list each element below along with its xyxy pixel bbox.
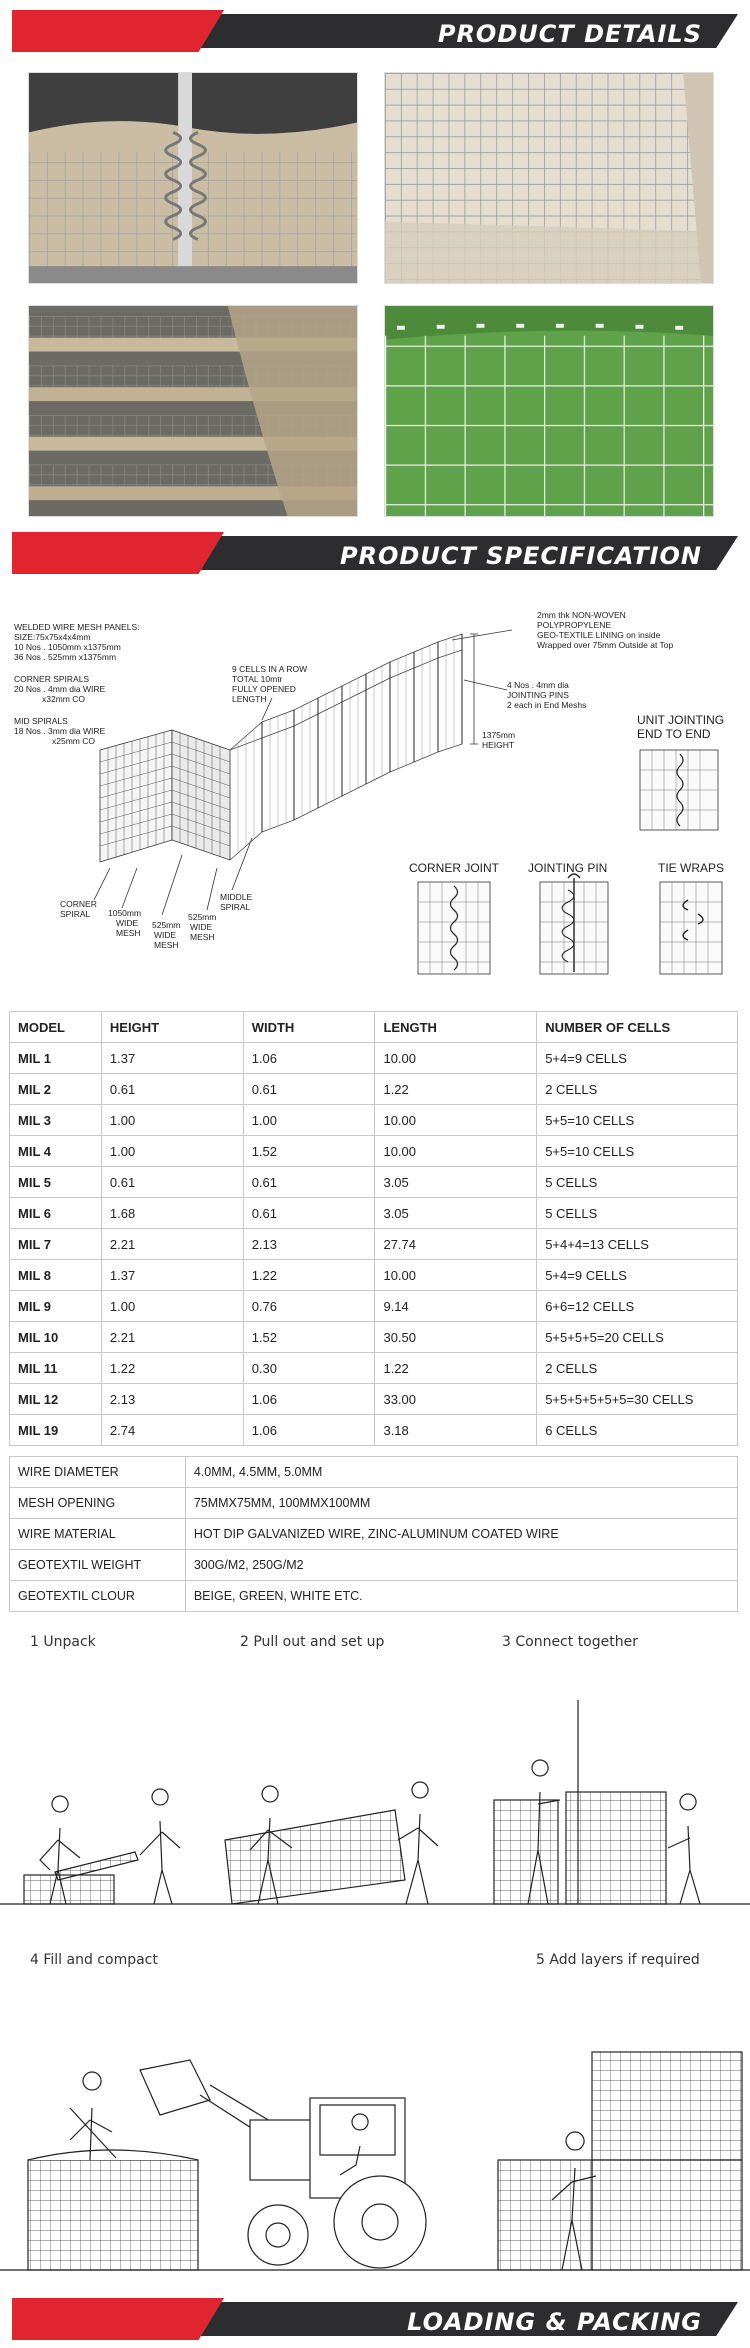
materials-table [9, 1456, 738, 1612]
cell-cells: 5+5+5+5+5+5=30 CELLS [537, 1384, 738, 1415]
cell-model: MIL 6 [10, 1198, 102, 1229]
corner-joint-detail [409, 861, 500, 974]
spec-geotextile-note [537, 610, 674, 650]
svg-text:525mm: 525mm [152, 920, 181, 930]
cell-height: 2.13 [101, 1384, 243, 1415]
svg-text:2 each in End Meshs: 2 each in End Meshs [507, 700, 587, 710]
svg-text:x32mm CO: x32mm CO [42, 694, 85, 704]
spec-value: 4.0MM, 4.5MM, 5.0MM [185, 1457, 737, 1488]
cell-length: 1.22 [375, 1353, 537, 1384]
spec-value: 75MMX75MM, 100MMX100MM [185, 1488, 737, 1519]
cell-height: 1.00 [101, 1136, 243, 1167]
svg-text:9 CELLS IN A ROW: 9 CELLS IN A ROW [232, 664, 308, 674]
spec-left-notes [14, 622, 139, 746]
cell-cells: 2 CELLS [537, 1074, 738, 1105]
header-width: WIDTH [243, 1012, 375, 1043]
table-row [10, 1291, 738, 1322]
spec-label: GEOTEXTIL CLOUR [10, 1581, 186, 1612]
banner-title: PRODUCT SPECIFICATION [339, 542, 702, 570]
cell-height: 1.37 [101, 1043, 243, 1074]
spec-label: WIRE DIAMETER [10, 1457, 186, 1488]
cell-height: 0.61 [101, 1167, 243, 1198]
cell-width: 1.06 [243, 1384, 375, 1415]
cell-height: 2.21 [101, 1322, 243, 1353]
table-row [10, 1322, 738, 1353]
svg-text:18 Nos . 3mm dia WIRE: 18 Nos . 3mm dia WIRE [14, 726, 106, 736]
cell-model: MIL 12 [10, 1384, 102, 1415]
table-row [10, 1198, 738, 1229]
svg-text:Wrapped over 75mm Outside at T: Wrapped over 75mm Outside at Top [537, 640, 674, 650]
svg-text:4 Nos . 4mm dia: 4 Nos . 4mm dia [507, 680, 569, 690]
cell-cells: 2 CELLS [537, 1353, 738, 1384]
cell-width: 0.30 [243, 1353, 375, 1384]
unit-jointing-detail [637, 713, 724, 830]
step-pull-out: 2 Pull out and set up [240, 1634, 385, 1650]
svg-text:FULLY OPENED: FULLY OPENED [232, 684, 296, 694]
cell-model: MIL 19 [10, 1415, 102, 1446]
table-row [10, 1353, 738, 1384]
svg-text:MESH: MESH [116, 928, 141, 938]
svg-text:CORNER SPIRALS: CORNER SPIRALS [14, 674, 90, 684]
header-length: LENGTH [375, 1012, 537, 1043]
step-fill-compact: 4 Fill and compact [30, 1952, 158, 1968]
cell-height: 2.74 [101, 1415, 243, 1446]
svg-text:MIDDLE: MIDDLE [220, 892, 253, 902]
cell-cells: 5+4=9 CELLS [537, 1260, 738, 1291]
table-row [10, 1581, 738, 1612]
cell-cells: 6+6=12 CELLS [537, 1291, 738, 1322]
cell-width: 1.52 [243, 1136, 375, 1167]
svg-text:JOINTING PINS: JOINTING PINS [507, 690, 569, 700]
cell-length: 3.05 [375, 1167, 537, 1198]
table-row [10, 1043, 738, 1074]
cell-cells: 5+5=10 CELLS [537, 1136, 738, 1167]
jointing-pin-detail [528, 861, 608, 974]
cell-model: MIL 10 [10, 1322, 102, 1353]
svg-text:1375mm: 1375mm [482, 730, 516, 740]
svg-text:END TO END: END TO END [637, 727, 711, 741]
step-connect: 3 Connect together [502, 1634, 638, 1650]
spec-label: WIRE MATERIAL [10, 1519, 186, 1550]
cell-model: MIL 4 [10, 1136, 102, 1167]
svg-text:x25mm CO: x25mm CO [52, 736, 95, 746]
cell-length: 9.14 [375, 1291, 537, 1322]
table-row [10, 1167, 738, 1198]
cell-cells: 5 CELLS [537, 1167, 738, 1198]
banner-loading-packing [12, 2298, 738, 2340]
svg-text:WELDED WIRE MESH PANELS:: WELDED WIRE MESH PANELS: [14, 622, 140, 632]
cell-cells: 5 CELLS [537, 1198, 738, 1229]
banner-accent [12, 532, 224, 574]
cell-width: 0.76 [243, 1291, 375, 1322]
cell-height: 0.61 [101, 1074, 243, 1105]
cell-cells: 5+4+4=13 CELLS [537, 1229, 738, 1260]
table-row [10, 1136, 738, 1167]
cell-width: 1.52 [243, 1322, 375, 1353]
cell-model: MIL 3 [10, 1105, 102, 1136]
cell-height: 2.21 [101, 1229, 243, 1260]
table-row [10, 1457, 738, 1488]
spec-label: GEOTEXTIL WEIGHT [10, 1550, 186, 1581]
svg-text:CORNER JOINT: CORNER JOINT [409, 861, 499, 875]
cell-width: 1.06 [243, 1415, 375, 1446]
svg-text:36 Nos . 525mm x1375mm: 36 Nos . 525mm x1375mm [14, 652, 117, 662]
photo-mesh-green [384, 305, 714, 517]
svg-text:2mm thk NON-WOVEN: 2mm thk NON-WOVEN [537, 610, 626, 620]
cell-model: MIL 9 [10, 1291, 102, 1322]
spec-pins-note [507, 680, 586, 710]
table-row [10, 1550, 738, 1581]
spec-bottom-labels [60, 892, 252, 950]
spec-value: BEIGE, GREEN, WHITE ETC. [185, 1581, 737, 1612]
spec-value: HOT DIP GALVANIZED WIRE, ZINC-ALUMINUM COATED WIRE [185, 1519, 737, 1550]
cell-cells: 5+5=10 CELLS [537, 1105, 738, 1136]
header-height: HEIGHT [101, 1012, 243, 1043]
table-row [10, 1074, 738, 1105]
cell-length: 3.18 [375, 1415, 537, 1446]
cell-model: MIL 8 [10, 1260, 102, 1291]
banner-product-details [12, 10, 738, 52]
svg-text:10 Nos . 1050mm x1375mm: 10 Nos . 1050mm x1375mm [14, 642, 121, 652]
cell-height: 1.22 [101, 1353, 243, 1384]
svg-text:POLYPROPYLENE: POLYPROPYLENE [537, 620, 612, 630]
banner-product-specification [12, 532, 738, 574]
svg-text:TOTAL 10mtr: TOTAL 10mtr [232, 674, 283, 684]
table-row [10, 1415, 738, 1446]
svg-text:SPIRAL: SPIRAL [220, 902, 251, 912]
header-cells: NUMBER OF CELLS [537, 1012, 738, 1043]
cell-width: 1.00 [243, 1105, 375, 1136]
table-header-row [10, 1012, 738, 1043]
cell-length: 30.50 [375, 1322, 537, 1353]
cell-width: 0.61 [243, 1198, 375, 1229]
cell-model: MIL 11 [10, 1353, 102, 1384]
svg-text:LENGTH: LENGTH [232, 694, 267, 704]
cell-model: MIL 1 [10, 1043, 102, 1074]
cell-length: 33.00 [375, 1384, 537, 1415]
svg-text:CORNER: CORNER [60, 899, 97, 909]
banner-accent [12, 10, 224, 52]
cell-length: 10.00 [375, 1260, 537, 1291]
cell-width: 2.13 [243, 1229, 375, 1260]
cell-model: MIL 2 [10, 1074, 102, 1105]
table-row [10, 1519, 738, 1550]
photo-spiral-joint [28, 72, 358, 284]
cell-length: 1.22 [375, 1074, 537, 1105]
cell-height: 1.37 [101, 1260, 243, 1291]
cell-model: MIL 7 [10, 1229, 102, 1260]
cell-model: MIL 5 [10, 1167, 102, 1198]
table-row [10, 1488, 738, 1519]
cell-height: 1.00 [101, 1291, 243, 1322]
banner-accent [12, 2298, 224, 2340]
cell-cells: 5+4=9 CELLS [537, 1043, 738, 1074]
header-model: MODEL [10, 1012, 102, 1043]
cell-length: 27.74 [375, 1229, 537, 1260]
installation-steps-1-3 [0, 1680, 750, 1920]
svg-text:MID SPIRALS: MID SPIRALS [14, 716, 68, 726]
step-add-layers: 5 Add layers if required [536, 1952, 700, 1968]
cell-width: 0.61 [243, 1074, 375, 1105]
svg-text:UNIT JOINTING: UNIT JOINTING [637, 713, 725, 727]
spec-height-note [482, 730, 515, 750]
svg-text:JOINTING PIN: JOINTING PIN [528, 861, 608, 875]
cell-length: 10.00 [375, 1105, 537, 1136]
cell-width: 0.61 [243, 1167, 375, 1198]
cell-length: 10.00 [375, 1043, 537, 1074]
svg-text:GEO-TEXTILE LINING on inside: GEO-TEXTILE LINING on inside [537, 630, 661, 640]
svg-text:WIDE: WIDE [116, 918, 139, 928]
spec-cells-note [232, 664, 307, 704]
cell-cells: 5+5+5+5=20 CELLS [537, 1322, 738, 1353]
specification-drawing [12, 610, 738, 1000]
step-unpack: 1 Unpack [30, 1634, 96, 1650]
svg-text:525mm: 525mm [188, 912, 217, 922]
table-row [10, 1229, 738, 1260]
installation-steps-4-5 [0, 1990, 750, 2280]
svg-text:MESH: MESH [190, 932, 215, 942]
table-row [10, 1105, 738, 1136]
photo-mesh-beige [384, 72, 714, 284]
photo-stacked-units [28, 305, 358, 517]
cell-length: 3.05 [375, 1198, 537, 1229]
table-row [10, 1260, 738, 1291]
banner-title: PRODUCT DETAILS [437, 20, 702, 48]
cell-height: 1.68 [101, 1198, 243, 1229]
cell-length: 10.00 [375, 1136, 537, 1167]
models-table [9, 1011, 738, 1446]
svg-text:SIZE:75x75x4x4mm: SIZE:75x75x4x4mm [14, 632, 91, 642]
tie-wraps-detail [658, 861, 724, 974]
banner-title: LOADING & PACKING [407, 2308, 702, 2336]
svg-text:20 Nos . 4mm dia WIRE: 20 Nos . 4mm dia WIRE [14, 684, 106, 694]
cell-height: 1.00 [101, 1105, 243, 1136]
cell-cells: 6 CELLS [537, 1415, 738, 1446]
svg-text:WIDE: WIDE [154, 930, 177, 940]
svg-text:MESH: MESH [154, 940, 179, 950]
table-row [10, 1384, 738, 1415]
svg-text:TIE WRAPS: TIE WRAPS [658, 861, 725, 875]
cell-width: 1.22 [243, 1260, 375, 1291]
spec-label: MESH OPENING [10, 1488, 186, 1519]
spec-value: 300G/M2, 250G/M2 [185, 1550, 737, 1581]
svg-text:1050mm: 1050mm [108, 908, 142, 918]
svg-text:SPIRAL: SPIRAL [60, 909, 91, 919]
svg-text:HEIGHT: HEIGHT [482, 740, 515, 750]
cell-width: 1.06 [243, 1043, 375, 1074]
svg-text:WIDE: WIDE [190, 922, 213, 932]
